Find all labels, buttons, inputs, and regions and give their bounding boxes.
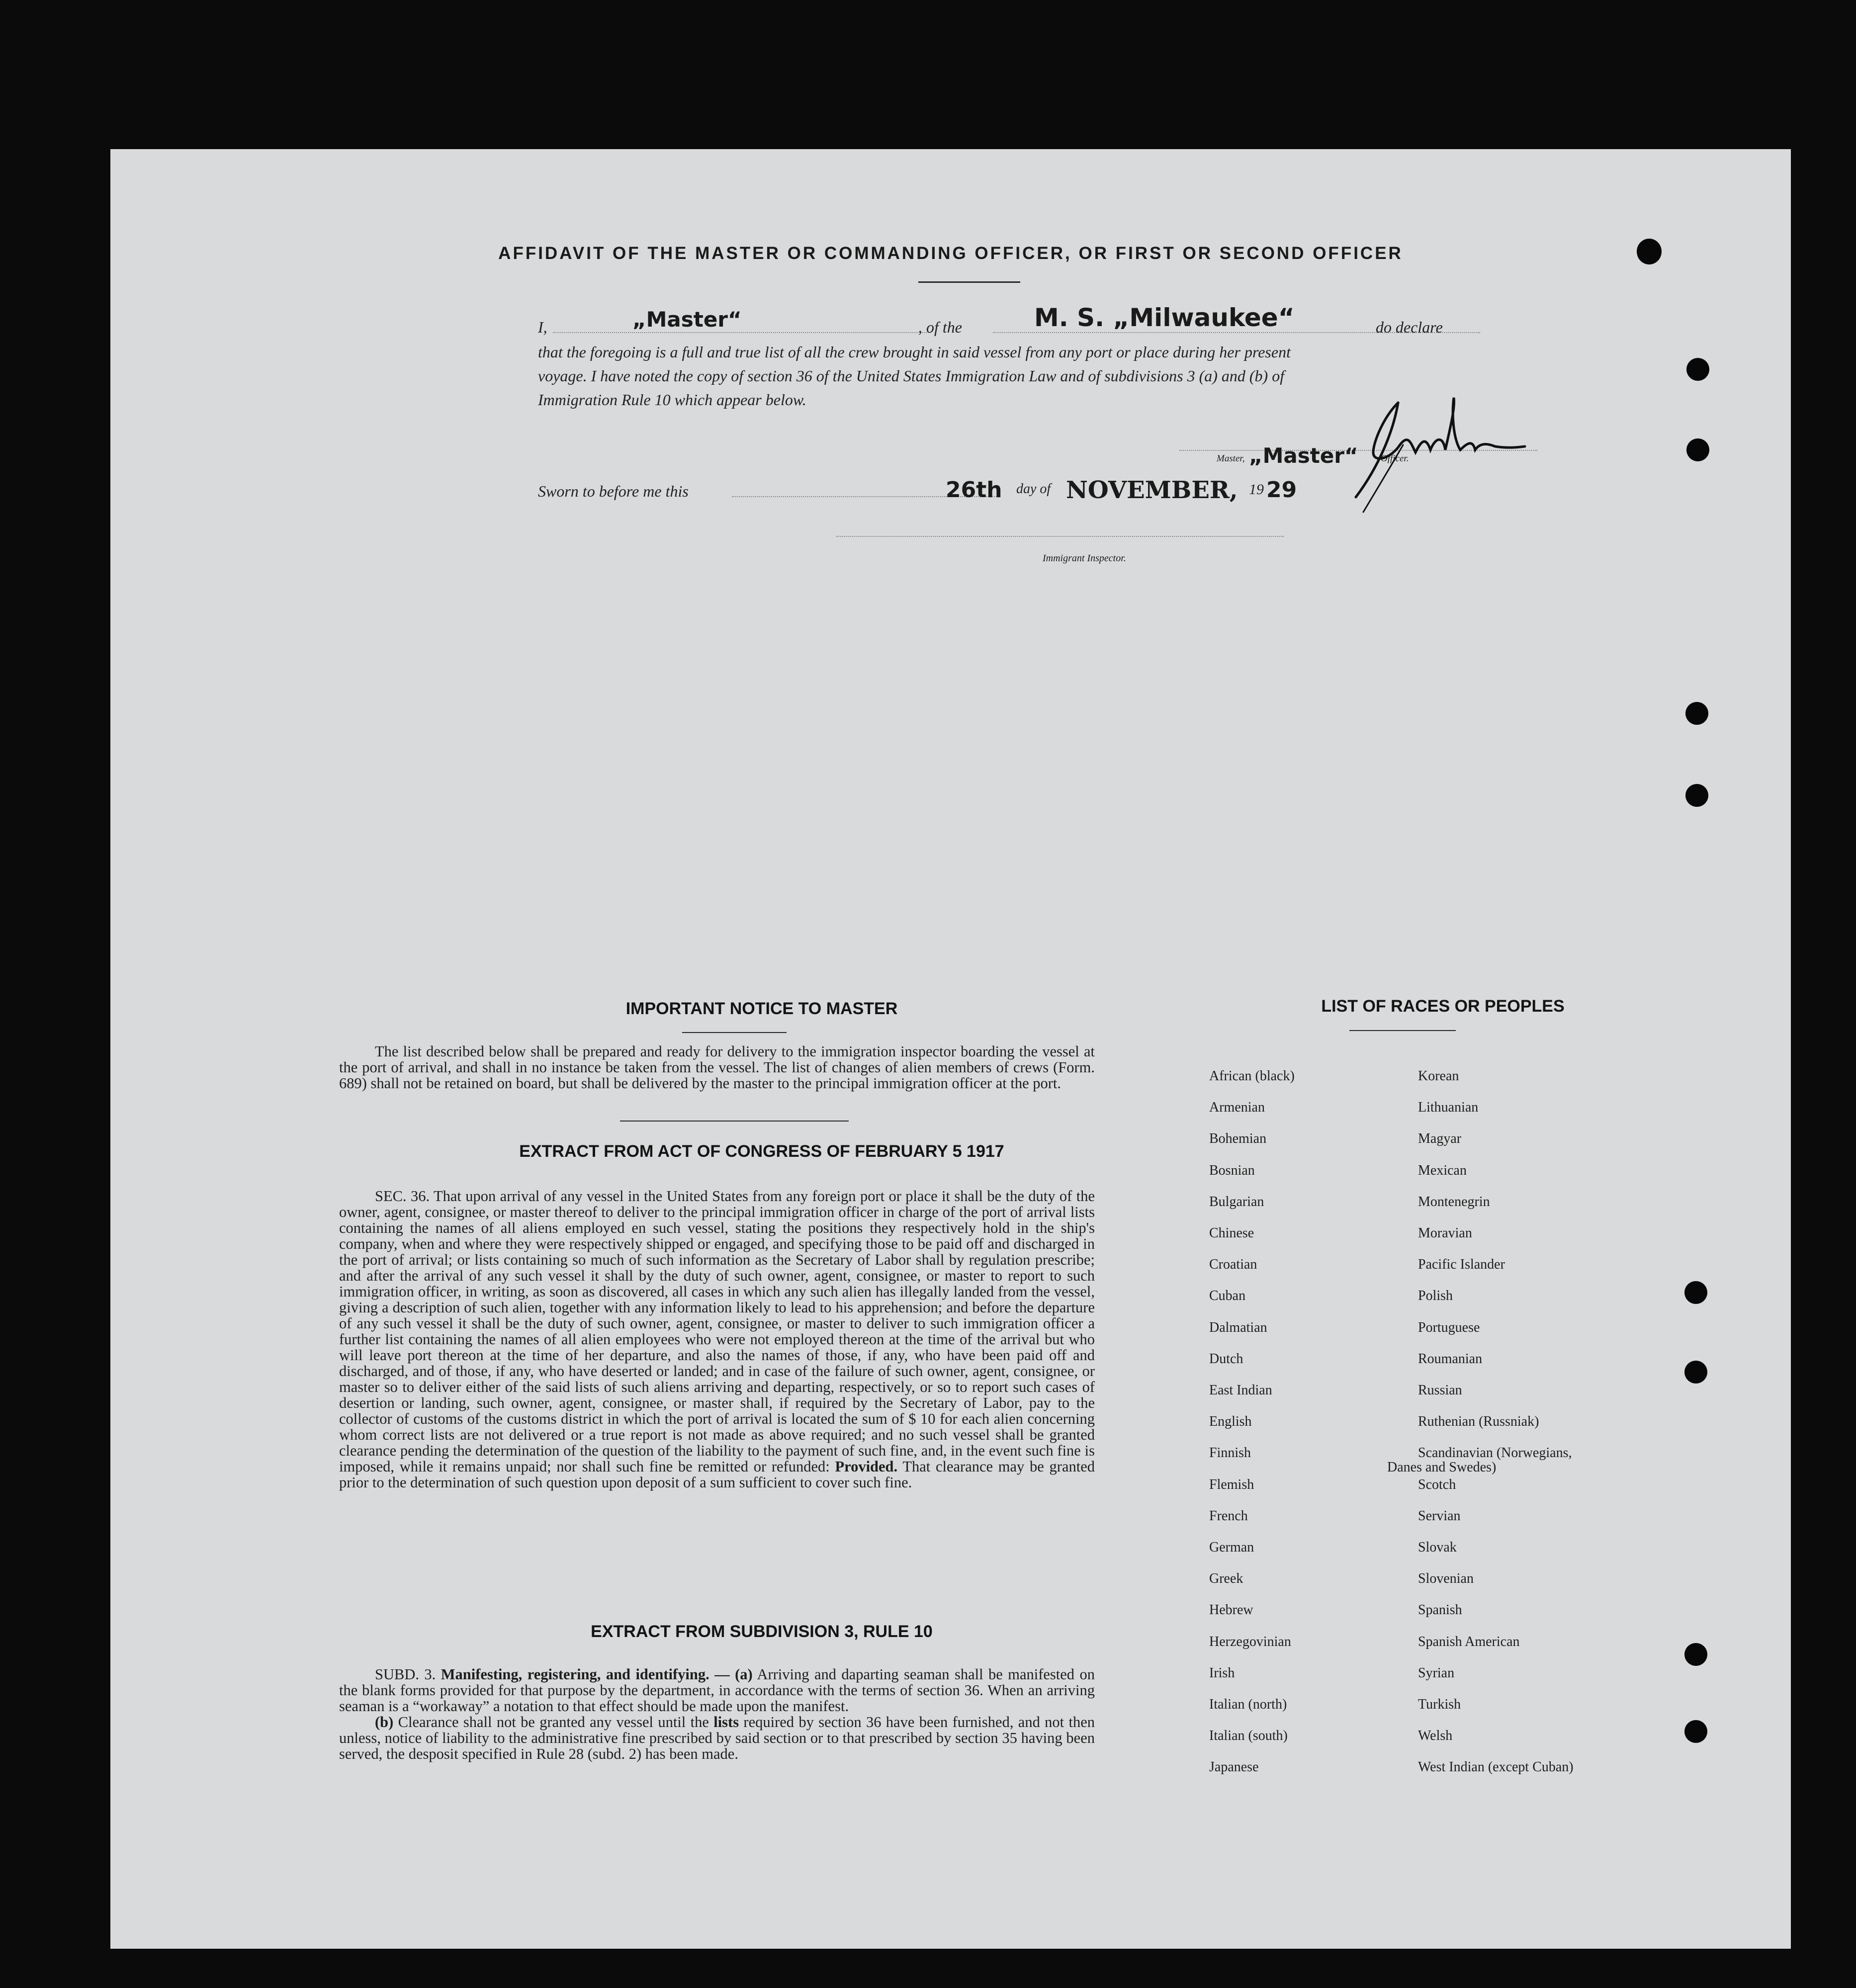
subd-a-text: Arriving and daparting seaman shall be manifested on the blank forms provided for that purpose by the department, in accordance with the terms of section 36. When an arriving seaman is a “workaway” a notation to that effect should be made upon the manifest. <box>339 1666 1095 1715</box>
race-item: Magyar <box>1418 1131 1462 1147</box>
race-item: Bosnian <box>1209 1162 1255 1178</box>
race-item: Roumanian <box>1418 1351 1483 1367</box>
immigrant-inspector-label: Immigrant Inspector. <box>1043 553 1126 564</box>
master-signature <box>1324 388 1532 517</box>
notice-text <box>339 1043 1095 1091</box>
race-item: Mexican <box>1418 1162 1467 1178</box>
rule-paragraph-b <box>339 1714 1095 1762</box>
race-item: Turkish <box>1418 1697 1461 1712</box>
punch-hole <box>1685 784 1708 807</box>
rule-heading: EXTRACT FROM SUBDIVISION 3, RULE 10 <box>591 1622 933 1641</box>
race-item: Armenian <box>1209 1100 1265 1116</box>
race-item: Italian (south) <box>1209 1728 1288 1744</box>
race-item: Russian <box>1418 1383 1462 1398</box>
act-provided: Provided. <box>835 1458 898 1475</box>
punch-hole <box>1684 1281 1707 1304</box>
punch-hole <box>1685 702 1708 725</box>
notice-paragraph: The list described below shall be prepared and ready for delivery to the immigration inspector boarding the vessel at the port of arrival, and shall in no instance be taken from the vessel. The list of changes of alien members of crews (Form. 689) shall not be retained on board, but shall be delivered by the master to the principal immigration officer at the port. <box>339 1043 1095 1092</box>
race-item: Moravian <box>1418 1225 1472 1241</box>
rule-text <box>339 1666 1095 1762</box>
race-item: East Indian <box>1209 1383 1272 1398</box>
master-stamp: „Master“ <box>632 307 742 332</box>
punch-hole <box>1686 358 1709 381</box>
race-item: Bulgarian <box>1209 1194 1264 1210</box>
dotted-line <box>836 536 1284 537</box>
punch-hole <box>1686 438 1709 461</box>
rule-paragraph-a <box>339 1666 1095 1714</box>
race-item: Japanese <box>1209 1759 1259 1775</box>
affidavit-line-2: that the foregoing is a full and true list of all the crew brought in said vessel from any port or place during her present <box>538 343 1291 361</box>
year-prefix: 19 <box>1249 481 1264 498</box>
punch-hole <box>1684 1361 1707 1383</box>
notice-bottom-divider <box>620 1121 849 1122</box>
race-item: Portuguese <box>1418 1319 1480 1335</box>
notice-heading: IMPORTANT NOTICE TO MASTER <box>625 999 898 1018</box>
punch-hole <box>1684 1720 1707 1743</box>
race-item: Lithuanian <box>1418 1100 1479 1116</box>
race-item: Scandinavian (Norwegians, <box>1418 1445 1572 1461</box>
sworn-text: Sworn to before me this <box>538 482 689 500</box>
year-stamp: 29 <box>1266 477 1297 503</box>
signer-prefix: Master, <box>1217 453 1245 464</box>
race-item: Scotch <box>1418 1476 1456 1492</box>
race-item: Montenegrin <box>1418 1194 1490 1210</box>
race-item: Korean <box>1418 1068 1459 1084</box>
notice-divider <box>682 1032 787 1033</box>
act-paragraph <box>339 1188 1095 1490</box>
race-item: Flemish <box>1209 1476 1254 1492</box>
race-item-scandinavian-cont: Danes and Swedes) <box>1387 1460 1497 1475</box>
race-item: Syrian <box>1418 1665 1455 1681</box>
race-item: West Indian (except Cuban) <box>1418 1759 1574 1775</box>
race-item: Croatian <box>1209 1257 1257 1273</box>
race-item: Servian <box>1418 1508 1461 1524</box>
day-of-label: day of <box>1016 481 1051 497</box>
race-item: Herzegovinian <box>1209 1634 1291 1649</box>
punch-hole <box>1684 1643 1707 1666</box>
race-item: Slovak <box>1418 1540 1457 1555</box>
affidavit-i: I, <box>538 318 547 336</box>
subd-a-label: — (a) <box>714 1666 753 1683</box>
act-heading: EXTRACT FROM ACT OF CONGRESS OF FEBRUARY 5 1917 <box>519 1142 1004 1161</box>
race-item: Chinese <box>1209 1225 1254 1241</box>
race-item: English <box>1209 1414 1252 1430</box>
race-item: African (black) <box>1209 1068 1295 1084</box>
act-text-a: SEC. 36. That upon arrival of any vessel in the United States from any foreign port or place it shall be the duty of the owner, agent, consignee, or master thereof to deliver to the principal immigration officer in charge of the port of arrival lists containing the names of all aliens employed en such vessel, stating the positions they respectively hold in the ship's company, when and where they were respectively shipped or engaged, and specifying those to be paid off and discharged in the port of arrival; or lists containing so much of such information as the Secretary of Labor shall by regulation prescribe; and after the arrival of any such vessel it shall by the duty of such owner, agent, consignee, or master to report to such immigration officer, in writing, as soon as discovered, all cases in which any such alien has illegally landed from the vessel, giving a description of such alien, together with any information likely to lead to his apprehension; and before the departure of any such vessel it shall be the duty of such owner, agent, consignee, or master to deliver to such immigration officer a further list containing the names of all alien employees who were not employed thereon at the time of the arrival but who will leave port thereon at the time of her departure, and also the names of those, if any, who have been paid off and discharged, and of those, if any, who have deserted or landed; and in case of the failure of such owner, agent, consignee, or master so to deliver either of the said lists of such aliens arriving and departing, respectively, or so to report such cases of desertion or landing, such owner, agent, consignee, or master shall, if required by the Secretary of Labor, pay to the collector of customs of the customs district in which the port of arrival is located the sum of $ 10 for each alien concerning whom correct lists are not delivered or a true report is not made as above required; and no such vessel shall be granted clearance pending the determination of the question of the liability to the payment of such fine, and, in the event such fine is imposed, while it remains unpaid; nor shall such fine be remitted or refunded: <box>339 1188 1095 1475</box>
race-item: Finnish <box>1209 1445 1251 1461</box>
race-item: Pacific Islander <box>1418 1257 1505 1273</box>
signer-stamp: „Master“ <box>1249 443 1358 468</box>
race-item: Hebrew <box>1209 1602 1253 1618</box>
race-item: Greek <box>1209 1571 1243 1587</box>
race-item: Italian (north) <box>1209 1697 1287 1712</box>
subd-b-text-1: Clearance shall not be granted any vessel until the <box>398 1714 709 1730</box>
race-item: Slovenian <box>1418 1571 1474 1587</box>
race-item: Bohemian <box>1209 1131 1267 1147</box>
signer-suffix: Officer. <box>1381 453 1409 464</box>
act-text-b: That clearance may be granted prior to the determination of such question upon deposit of a sum sufficient to cover such fine. <box>339 1458 1095 1491</box>
of-the-label: , of the <box>918 318 962 336</box>
subd-b-label: (b) <box>375 1714 394 1730</box>
races-heading: LIST OF RACES OR PEOPLES <box>1321 997 1565 1016</box>
subd-b-text-2: required by section 36 have been furnished, and not then unless, notice of liability to the administrative fine prescribed by said section or to that prescribed by section 35 having been served, the desposit specified in Rule 28 (subd. 2) has been made. <box>339 1714 1095 1762</box>
race-item: Cuban <box>1209 1288 1246 1304</box>
race-item: Welsh <box>1418 1728 1453 1744</box>
subd-title: Manifesting, registering, and identifying. <box>441 1666 709 1683</box>
affidavit-line-4: Immigration Rule 10 which appear below. <box>538 391 806 409</box>
title-divider <box>918 281 1020 283</box>
dotted-line <box>553 332 931 333</box>
race-item: Spanish American <box>1418 1634 1520 1649</box>
race-item: French <box>1209 1508 1248 1524</box>
races-divider <box>1349 1030 1456 1031</box>
race-item: Ruthenian (Russniak) <box>1418 1414 1539 1430</box>
race-item: Polish <box>1418 1288 1453 1304</box>
day-stamp: 26th <box>946 477 1002 503</box>
document-page <box>110 149 1791 1949</box>
race-item: Spanish <box>1418 1602 1462 1618</box>
affidavit-line-3: voyage. I have noted the copy of section 36 of the United States Immigration Law and of subdivisions 3 (a) and (b) of <box>538 367 1285 385</box>
vessel-stamp: M. S. „Milwaukee“ <box>1034 303 1295 332</box>
month-stamp: NOVEMBER, <box>1066 476 1238 504</box>
act-text <box>339 1188 1095 1490</box>
race-item: German <box>1209 1540 1254 1555</box>
race-item: Dalmatian <box>1209 1319 1267 1335</box>
race-item: Dutch <box>1209 1351 1243 1367</box>
affidavit-title: AFFIDAVIT OF THE MASTER OR COMMANDING OFFICER, OR FIRST OR SECOND OFFICER <box>498 244 1403 263</box>
do-declare-label: do declare <box>1376 318 1443 336</box>
race-item: Irish <box>1209 1665 1235 1681</box>
subd-prefix: SUBD. 3. <box>375 1666 436 1683</box>
subd-b-lists: lists <box>713 1714 739 1730</box>
